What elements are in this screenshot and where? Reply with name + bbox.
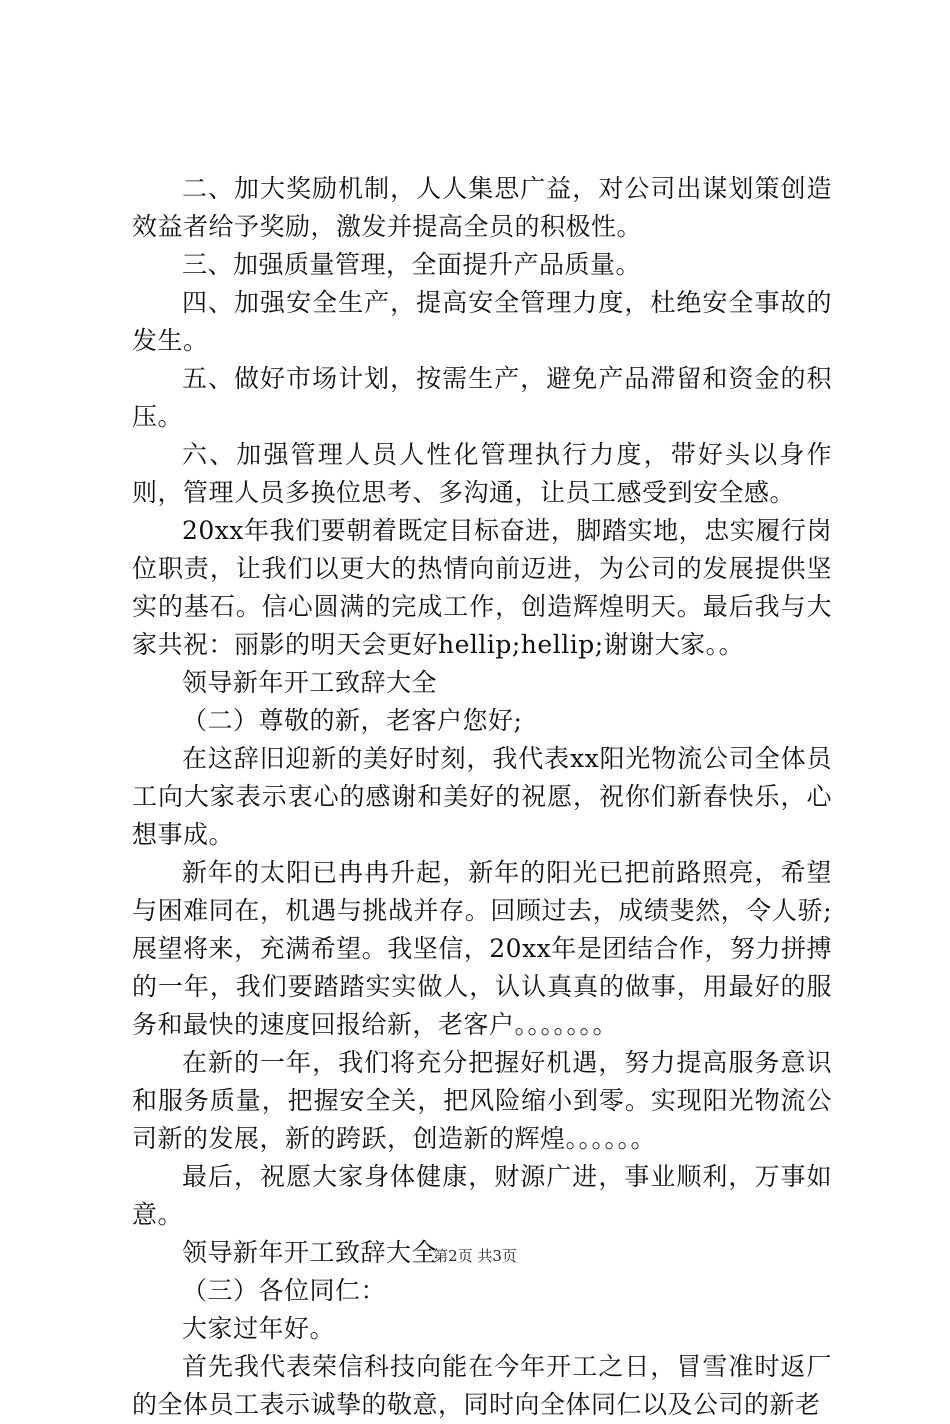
paragraph-item-2: 二、加大奖励机制，人人集思广益，对公司出谋划策创造效益者给予奖励，激发并提高全员的积极性。	[132, 174, 832, 241]
salutation: （二）尊敬的新，老客户您好;	[182, 706, 523, 735]
paragraph: 在这辞旧迎新的美好时刻，我代表xx阳光物流公司全体员工向大家表示衷心的感谢和美好的祝愿，祝你们新春快乐，心想事成。	[132, 744, 832, 849]
paragraph-item-6: 六、加强管理人员人性化管理执行力度，带好头以身作则，管理人员多换位思考、多沟通，让员工感受到安全感。	[132, 440, 832, 507]
paragraph: 在新的一年，我们将充分把握好机遇，努力提高服务意识和服务质量，把握安全关，把风险缩小到零。实现阳光物流公司新的发展，新的跨跃，创造新的辉煌。。。。。。	[132, 1048, 832, 1153]
page-footer	[0, 1246, 950, 1266]
paragraph: 新年的太阳已冉冉升起，新年的阳光已把前路照亮，希望与困难同在，机遇与挑战并存。回顾过去，成绩斐然，令人骄;展望将来，充满希望。我坚信，20xx年是团结合作，努力拼搏的一年，我们要踏踏实实做人，认认真真的做事，用最好的服务和最快的速度回报给新，老客户。。。。。。。	[132, 858, 832, 1039]
section-heading: 领导新年开工致辞大全	[182, 1238, 438, 1267]
salutation: （三）各位同仁：	[182, 1276, 387, 1305]
paragraph-closing: 20xx年我们要朝着既定目标奋进，脚踏实地，忠实履行岗位职责，让我们以更大的热情向前迈进，为公司的发展提供坚实的基石。信心圆满的完成工作，创造辉煌明天。最后我与大家共祝：丽影的明天会更好hellip;hellip;谢谢大家。。	[132, 516, 832, 659]
paragraph: 最后，祝愿大家身体健康，财源广进，事业顺利，万事如意。	[132, 1162, 832, 1229]
paragraph-item-3: 三、加强质量管理，全面提升产品质量。	[182, 250, 642, 279]
paragraph-item-4: 四、加强安全生产，提高安全管理力度，杜绝安全事故的发生。	[132, 288, 832, 355]
page-number-label: 第2页 共3页	[433, 1247, 517, 1265]
paragraph: 首先我代表荣信科技向能在今年开工之日，冒雪准时返厂的全体员工表示诚挚的敬意，同时向全体同仁以及公司的新老	[132, 1352, 832, 1419]
paragraph-item-5: 五、做好市场计划，按需生产，避免产品滞留和资金的积压。	[132, 364, 832, 431]
document-body	[132, 170, 832, 1424]
section-heading: 领导新年开工致辞大全	[182, 668, 438, 697]
greeting: 大家过年好。	[182, 1314, 336, 1343]
